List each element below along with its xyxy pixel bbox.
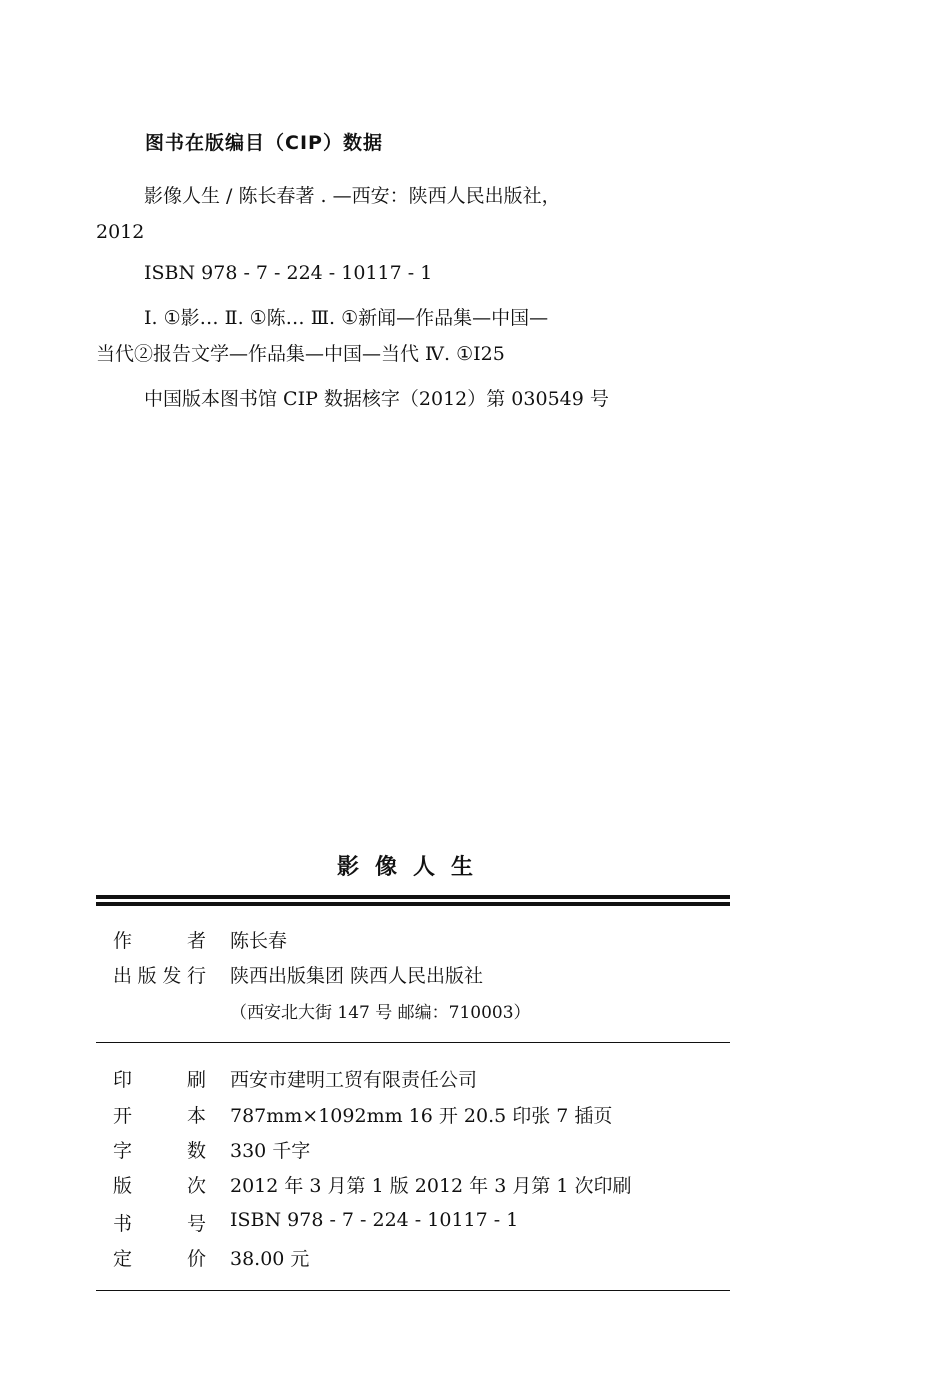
spec-row-price: [113, 1244, 310, 1271]
spec-row-word-count: [113, 1136, 311, 1163]
cip-year-line: 2012: [96, 221, 145, 243]
spec-value: 2012 年 3 月第 1 版 2012 年 3 月第 1 次印刷: [230, 1175, 632, 1197]
spec-row-author: [113, 926, 288, 953]
bottom-rule: [96, 1290, 730, 1291]
spec-value: 787mm×1092mm 16 开 20.5 印张 7 插页: [230, 1105, 613, 1127]
spec-row-format: [113, 1101, 613, 1128]
spec-label: 字数: [113, 1140, 206, 1162]
spec-label: 开本: [113, 1105, 206, 1127]
book-title: 影像人生: [336, 855, 489, 880]
cip-classification-line-1: Ⅰ. ①影… Ⅱ. ①陈… Ⅲ. ①新闻—作品集—中国—: [144, 307, 549, 329]
spec-value: ISBN 978 - 7 - 224 - 10117 - 1: [230, 1209, 519, 1231]
spec-value: 陕西出版集团 陕西人民出版社: [230, 965, 484, 987]
title-rule-thick-2: [96, 902, 730, 906]
cip-record: [96, 178, 696, 417]
spec-row-edition: [113, 1171, 632, 1198]
publisher-address: （西安北大街 147 号 邮编：710003）: [230, 1003, 531, 1023]
divider-rule: [96, 1042, 730, 1043]
spec-value: 陈长春: [230, 930, 288, 952]
spec-label: 定价: [113, 1248, 206, 1270]
cip-library-line: 中国版本图书馆 CIP 数据核字（2012）第 030549 号: [144, 388, 609, 410]
spec-value: 38.00 元: [230, 1248, 310, 1270]
spec-label: 作者: [113, 930, 206, 952]
spec-row-isbn: [113, 1209, 519, 1236]
spec-label: 版次: [113, 1175, 206, 1197]
spec-row-printer: [113, 1065, 478, 1092]
cip-title-line: 影像人生 / 陈长春著 . —西安：陕西人民出版社，: [144, 185, 561, 207]
title-rule-thick-1: [96, 895, 730, 899]
spec-value: 西安市建明工贸有限责任公司: [230, 1069, 478, 1091]
cip-heading: 图书在版编目（CIP）数据: [145, 132, 383, 154]
spec-value: 330 千字: [230, 1140, 311, 1162]
spec-label: 书号: [113, 1213, 206, 1235]
spec-label: 印刷: [113, 1069, 206, 1091]
cip-isbn-line: ISBN 978 - 7 - 224 - 10117 - 1: [144, 262, 433, 284]
spec-row-publisher: [113, 961, 484, 988]
spec-label: 出版发行: [113, 965, 206, 987]
cip-classification-line-2: 当代②报告文学—作品集—中国—当代 Ⅳ. ①I25: [96, 343, 505, 365]
